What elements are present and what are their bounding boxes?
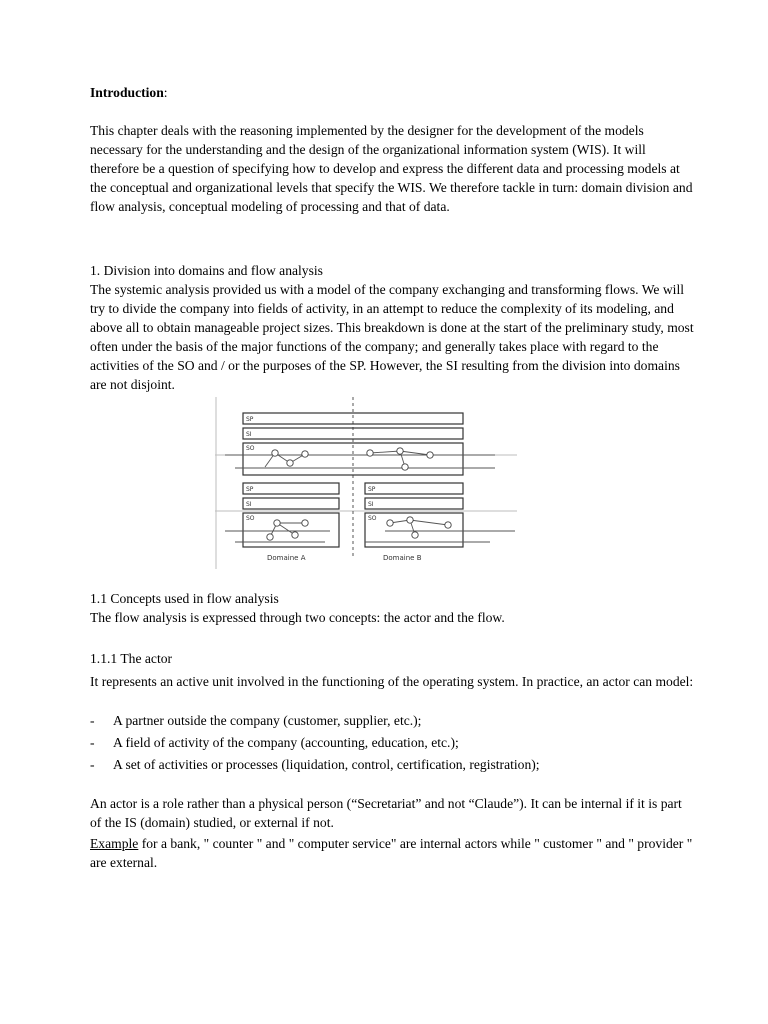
section-1-1-body: The flow analysis is expressed through two concepts: the actor and the flow.: [90, 610, 505, 625]
intro-colon: :: [163, 85, 168, 100]
list-item: - A partner outside the company (customer, supplier, etc.);: [90, 710, 694, 732]
domain-b-sp-label: SP: [368, 486, 376, 493]
actor-role-paragraph: An actor is a role rather than a physical person (“Secretariat” and not “Claude”). It can be internal if it is part of the IS (domain) studied, or external if not.: [90, 796, 682, 830]
example-label: Example: [90, 836, 139, 851]
domain-b-si-label: SI: [368, 501, 374, 508]
top-si-label: SI: [246, 431, 252, 438]
section-1-title: 1. Division into domains and flow analysis: [90, 263, 323, 278]
section-1-body: The systemic analysis provided us with a model of the company exchanging and transforming flows. We will try to divide the company into fields of activity, in an attempt to reduce the complexity of its modeling, and above all to obtain manageable project sizes. This breakdown is done at the start of the preliminary study, most often under the basis of the major functions of the company; and generally takes place with regard to the activities of the SO and / or the purposes of the SP. However, the SI resulting from the division into domains are not disjoint.: [90, 282, 694, 392]
domain-a-si-label: SI: [246, 501, 252, 508]
intro-heading-text: Introduction: [90, 85, 164, 100]
intro-paragraph: This chapter deals with the reasoning implemented by the designer for the development of the models necessary for the understanding and the design of the organizational information system (WIS). It will therefore be a question of specifying how to develop and express the different data and processing models at the conceptual and organizational levels that specify the WIS. We therefore tackle in turn: domain division and flow analysis, conceptual modeling of processing and that of data.: [90, 123, 693, 214]
actor-list: [90, 710, 694, 776]
domain-b-label: Domaine B: [383, 554, 422, 562]
domain-a-label: Domaine A: [267, 554, 306, 562]
list-item: - A set of activities or processes (liquidation, control, certification, registration);: [90, 754, 694, 776]
domain-a-so-label: SO: [246, 515, 255, 522]
domain-b-so-label: SO: [368, 515, 377, 522]
domain-division-figure: [215, 397, 517, 569]
section-1-1-1-title: 1.1.1 The actor: [90, 651, 173, 666]
top-sp-label: SP: [246, 416, 254, 423]
section-1-1-title: 1.1 Concepts used in flow analysis: [90, 591, 279, 606]
top-so-label: SO: [246, 445, 255, 452]
list-item: - A field of activity of the company (accounting, education, etc.);: [90, 732, 694, 754]
intro-heading: [90, 83, 168, 102]
domain-diagram: [215, 397, 517, 569]
example-text: for a bank, " counter " and " computer service" are internal actors while " customer " and " provider " are external.: [90, 836, 693, 870]
example-paragraph: [90, 834, 694, 872]
domain-a-sp-label: SP: [246, 486, 254, 493]
section-1-1-1-body: It represents an active unit involved in the functioning of the operating system. In practice, an actor can model:: [90, 674, 694, 689]
